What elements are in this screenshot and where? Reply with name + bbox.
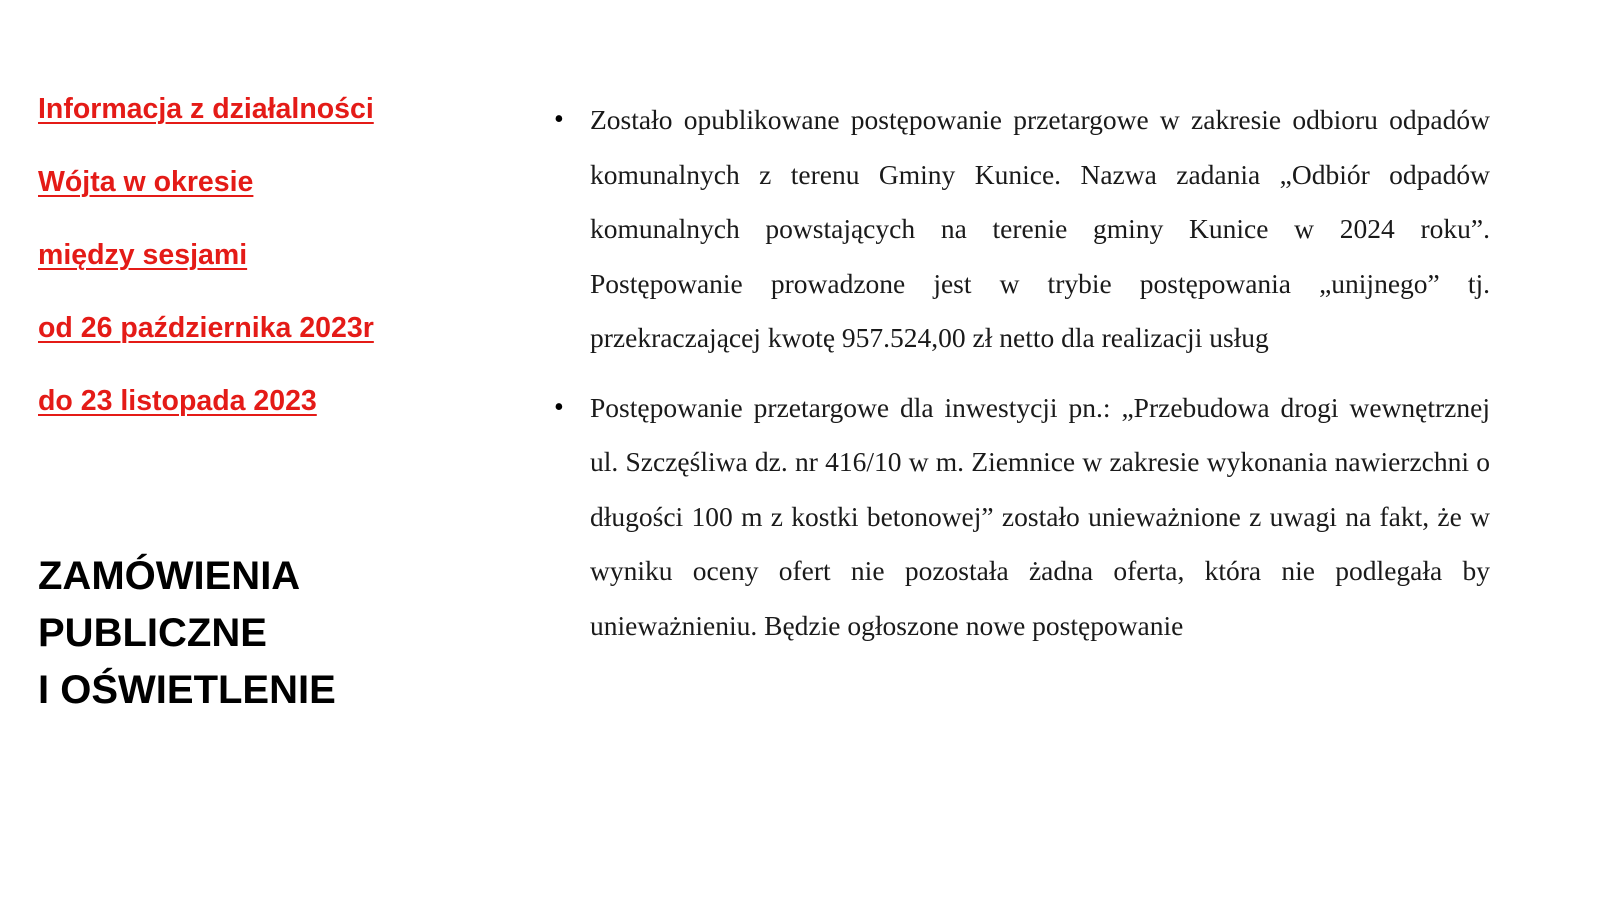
section-title bbox=[38, 548, 336, 719]
bullet-text: Zostało opublikowane postępowanie przetargowe w zakresie odbioru odpadów komunalnych z terenu Gminy Kunice. Nazwa zadania „Odbiór odpadów komunalnych powstających na terenie gminy Kunice w 2024 roku”. Postępowanie prowadzone jest w trybie postępowania „unijnego” tj. przekraczającej kwotę 957.524,00 zł netto dla realizacji usług bbox=[590, 104, 1490, 353]
bullet-text: Postępowanie przetargowe dla inwestycji pn.: „Przebudowa drogi wewnętrznej ul. Szczęśliwa dz. nr 416/10 w m. Ziemnice w zakresie wykonania nawierzchni o długości 100 m z kostki betonowej” zostało unieważnione z uwagi na fakt, że w wyniku oceny ofert nie pozostała żadna oferta, która nie podlegała by unieważnieniu. Będzie ogłoszone nowe postępowanie bbox=[590, 391, 1490, 641]
section-title-line-3: I OŚWIETLENIE bbox=[38, 668, 336, 712]
bullet-item-tender-waste bbox=[548, 93, 1490, 366]
bullet-marker: • bbox=[554, 104, 564, 135]
info-line-1: Informacja z działalności bbox=[38, 93, 374, 125]
section-title-line-1: ZAMÓWIENIA bbox=[38, 554, 301, 598]
info-line-4: od 26 października 2023r bbox=[38, 312, 374, 344]
bullet-item-tender-road bbox=[548, 381, 1490, 654]
info-line-2: Wójta w okresie bbox=[38, 166, 254, 198]
info-heading bbox=[38, 92, 478, 457]
info-line-3: między sesjami bbox=[38, 239, 248, 271]
bullet-list bbox=[548, 93, 1490, 668]
bullet-marker: • bbox=[554, 391, 564, 423]
info-line-5: do 23 listopada 2023 bbox=[38, 385, 317, 417]
section-title-line-2: PUBLICZNE bbox=[38, 611, 267, 655]
